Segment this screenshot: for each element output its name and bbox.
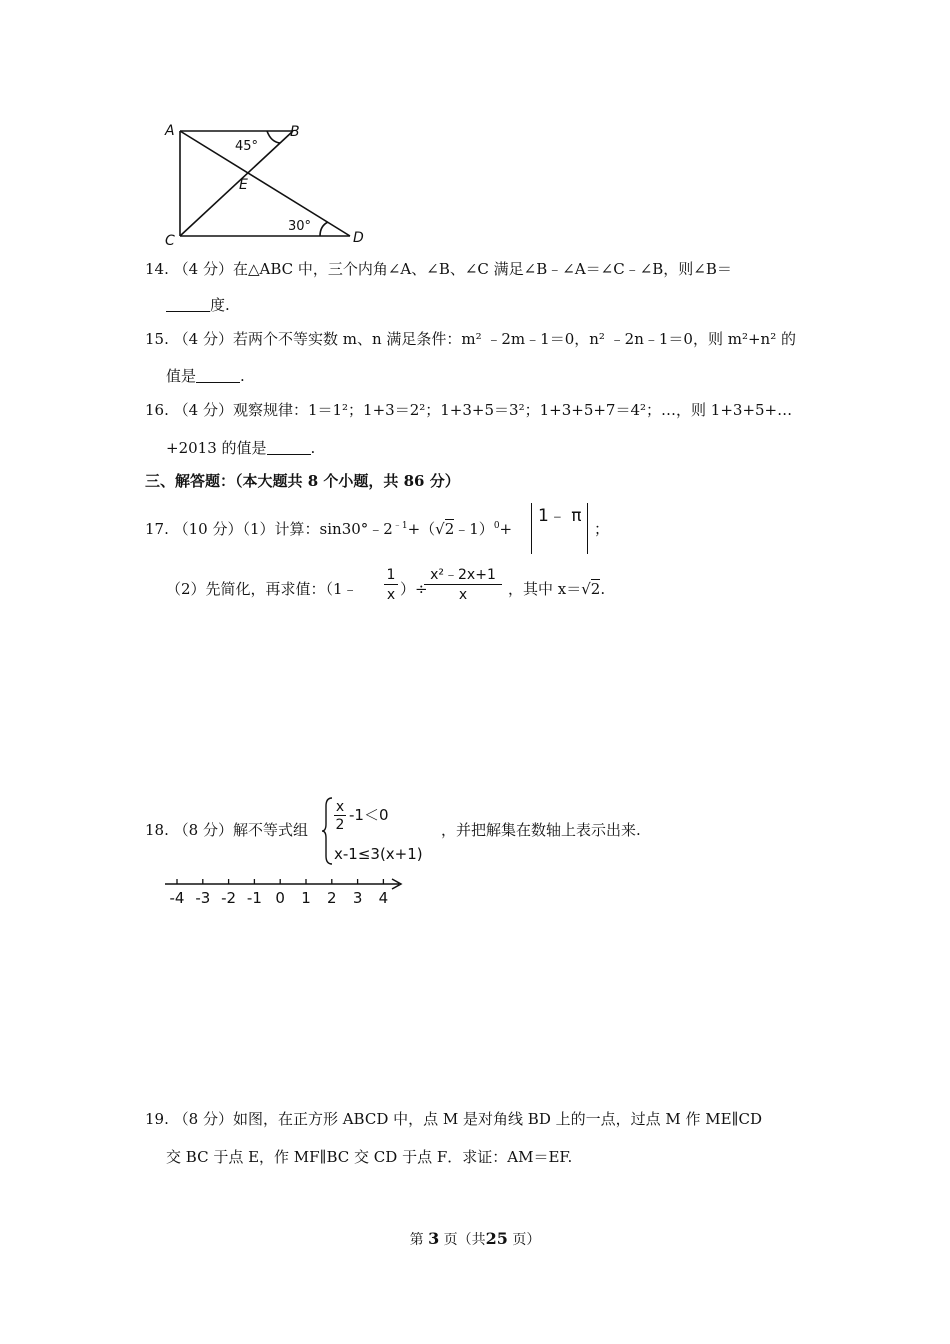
q16-points: （4 分） xyxy=(173,401,233,419)
q19-points: （8 分） xyxy=(173,1110,233,1128)
q18-text: 解不等式组 xyxy=(232,821,308,839)
q15-number: 15. xyxy=(145,330,169,348)
q17-sqrt-value: 2 xyxy=(444,520,455,538)
q16-prefix: +2013 的值是 xyxy=(166,439,267,457)
q17-points: （10 分） xyxy=(173,520,243,538)
abs-value-expression xyxy=(531,503,588,554)
q15-blank xyxy=(196,368,240,383)
fraction-1-over-x xyxy=(384,568,398,602)
footer-suffix: 页） xyxy=(512,1232,541,1248)
q16-number: 16. xyxy=(145,401,169,419)
footer-total-pages: 25 xyxy=(485,1229,508,1248)
q17-minus: ﹣1） xyxy=(454,520,494,538)
number-line-tick-label: 3 xyxy=(352,889,363,907)
q17-plus2: + xyxy=(499,520,513,538)
q18-number: 18. xyxy=(145,821,169,839)
number-line-tick-label: 1 xyxy=(301,889,311,907)
q17-part2-label: （2）先简化，再求值：（1﹣ xyxy=(166,580,358,598)
system-brace xyxy=(321,796,333,866)
number-line-tick-label: -1 xyxy=(246,889,262,907)
q17-div: ）÷ xyxy=(400,580,428,598)
q19-text: 如图，在正方形 ABCD 中，点 M 是对角线 BD 上的一点，过点 M 作 ME∥CD xyxy=(232,1110,763,1128)
q17-sqrt2-value: 2 xyxy=(590,580,601,598)
section-3-title: 三、解答题：（本大题共 8 个小题，共 86 分） xyxy=(145,472,460,490)
q15-text: 若两个不等实数 m、n 满足条件：m² ﹣2m﹣1＝0，n² ﹣2n﹣1＝0，则 m²+n² 的 xyxy=(232,330,796,348)
footer-page-number: 3 xyxy=(428,1229,440,1248)
q17-plus: +（ xyxy=(407,520,436,538)
angle-45: 45° xyxy=(235,139,259,154)
inequality-1-rest: -1＜0 xyxy=(349,806,389,824)
q17-exp: ﹣1 xyxy=(392,521,408,531)
fraction-poly-over-x xyxy=(424,568,502,602)
q14-text: 在△ABC 中，三个内角∠A、∠B、∠C 满足∠B﹣∠A＝∠C﹣∠B，则∠B＝ xyxy=(232,260,732,278)
q15-prefix: 值是 xyxy=(166,367,197,385)
label-e: E xyxy=(239,177,248,193)
q18-suffix: ，并把解集在数轴上表示出来. xyxy=(441,821,641,839)
frac1-numerator: 1 xyxy=(384,568,398,585)
q14-number: 14. xyxy=(145,260,169,278)
q16-blank xyxy=(267,440,311,455)
number-line xyxy=(163,874,408,910)
q17-part2-where: ，其中 x＝ xyxy=(508,580,582,598)
q19-number: 19. xyxy=(145,1110,169,1128)
number-line-tick-label: 0 xyxy=(275,889,285,907)
number-line-tick-label: 2 xyxy=(327,889,337,907)
frac2-numerator: x²﹣2x+1 xyxy=(424,568,502,585)
ineq1-denominator: 2 xyxy=(335,817,345,833)
q14-suffix: 度. xyxy=(210,296,230,314)
label-c: C xyxy=(165,233,175,248)
q14-blank xyxy=(166,297,210,312)
q17-part2-end: . xyxy=(600,580,606,598)
number-line-tick-label: -2 xyxy=(221,889,237,907)
q17-part1-expr: sin30°﹣2 xyxy=(319,520,393,538)
inequality-2: x-1≤3(x+1) xyxy=(334,845,423,863)
label-d: D xyxy=(353,230,364,246)
frac1-denominator: x xyxy=(386,587,396,603)
q17-sqrt-symbol: √ xyxy=(435,520,445,538)
q17-number: 17. xyxy=(145,520,169,538)
q17-zero-exp: 0 xyxy=(493,521,500,531)
label-b: B xyxy=(290,124,300,140)
q19-line2: 交 BC 于点 E，作 MF∥BC 交 CD 于点 F．求证：AM＝EF. xyxy=(166,1148,573,1166)
label-a: A xyxy=(165,123,175,139)
q16-suffix: . xyxy=(310,439,316,457)
q18-points: （8 分） xyxy=(173,821,233,839)
abs-value-content: 1﹣ π xyxy=(538,506,582,526)
q17-sqrt2-symbol: √ xyxy=(581,580,591,598)
q15-suffix: . xyxy=(240,367,245,385)
page-footer xyxy=(0,1231,950,1247)
angle-30: 30° xyxy=(288,219,312,234)
q17-part1-end: ； xyxy=(594,520,610,538)
inequality-1-fraction xyxy=(334,800,346,832)
number-line-tick-label: -4 xyxy=(169,889,185,907)
q16-text: 观察规律：1＝1²；1+3＝2²；1+3+5＝3²；1+3+5+7＝4²；…，则 1+3+5+… xyxy=(232,401,793,419)
footer-prefix: 第 xyxy=(409,1232,424,1248)
footer-middle: 页（共 xyxy=(443,1232,486,1248)
ineq1-numerator: x xyxy=(335,799,345,815)
q15-points: （4 分） xyxy=(173,330,233,348)
q14-points: （4 分） xyxy=(173,260,233,278)
number-line-tick-label: 4 xyxy=(378,889,389,907)
frac2-denominator: x xyxy=(458,587,468,603)
q17-part1-label: （1）计算： xyxy=(242,520,320,538)
number-line-tick-label: -3 xyxy=(195,889,211,907)
geometry-figure xyxy=(160,118,375,248)
